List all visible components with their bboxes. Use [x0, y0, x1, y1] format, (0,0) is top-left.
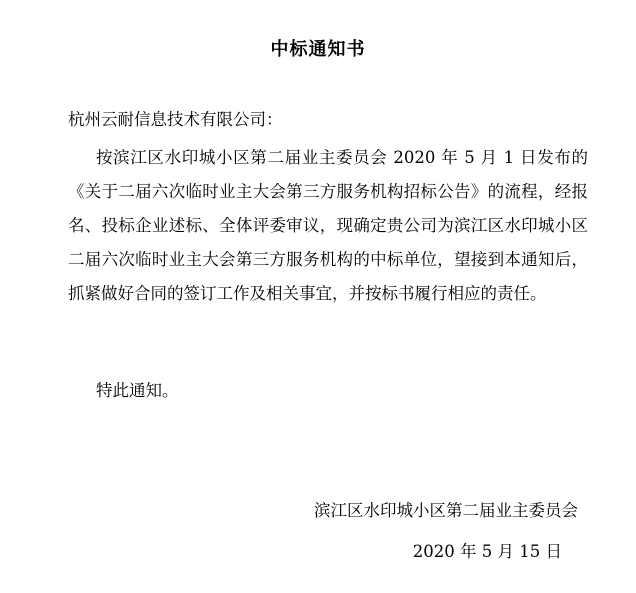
issue-date: 2020 年 5 月 15 日: [412, 542, 562, 561]
issuer-signature: 滨江区水印城小区第二届业主委员会: [314, 501, 578, 520]
main-paragraph: 按滨江区水印城小区第二届业主委员会 2020 年 5 月 1 日发布的《关于二届六次临时业主大会第三方服务机构招标公告》的流程，经报名、投标企业述标、全体评委审议，现确定贵公司为滨江区水印城小区二届六次临时业主大会第三方服务机构的中标单位，望接到本通知后，抓紧做好合同的签订工作及相关事宜，并按标书履行相应的责任。: [68, 148, 588, 303]
document-title: 中标通知书: [270, 39, 366, 60]
closing-line: 特此通知。: [96, 381, 179, 400]
recipient-line: 杭州云耐信息技术有限公司：: [68, 110, 283, 129]
